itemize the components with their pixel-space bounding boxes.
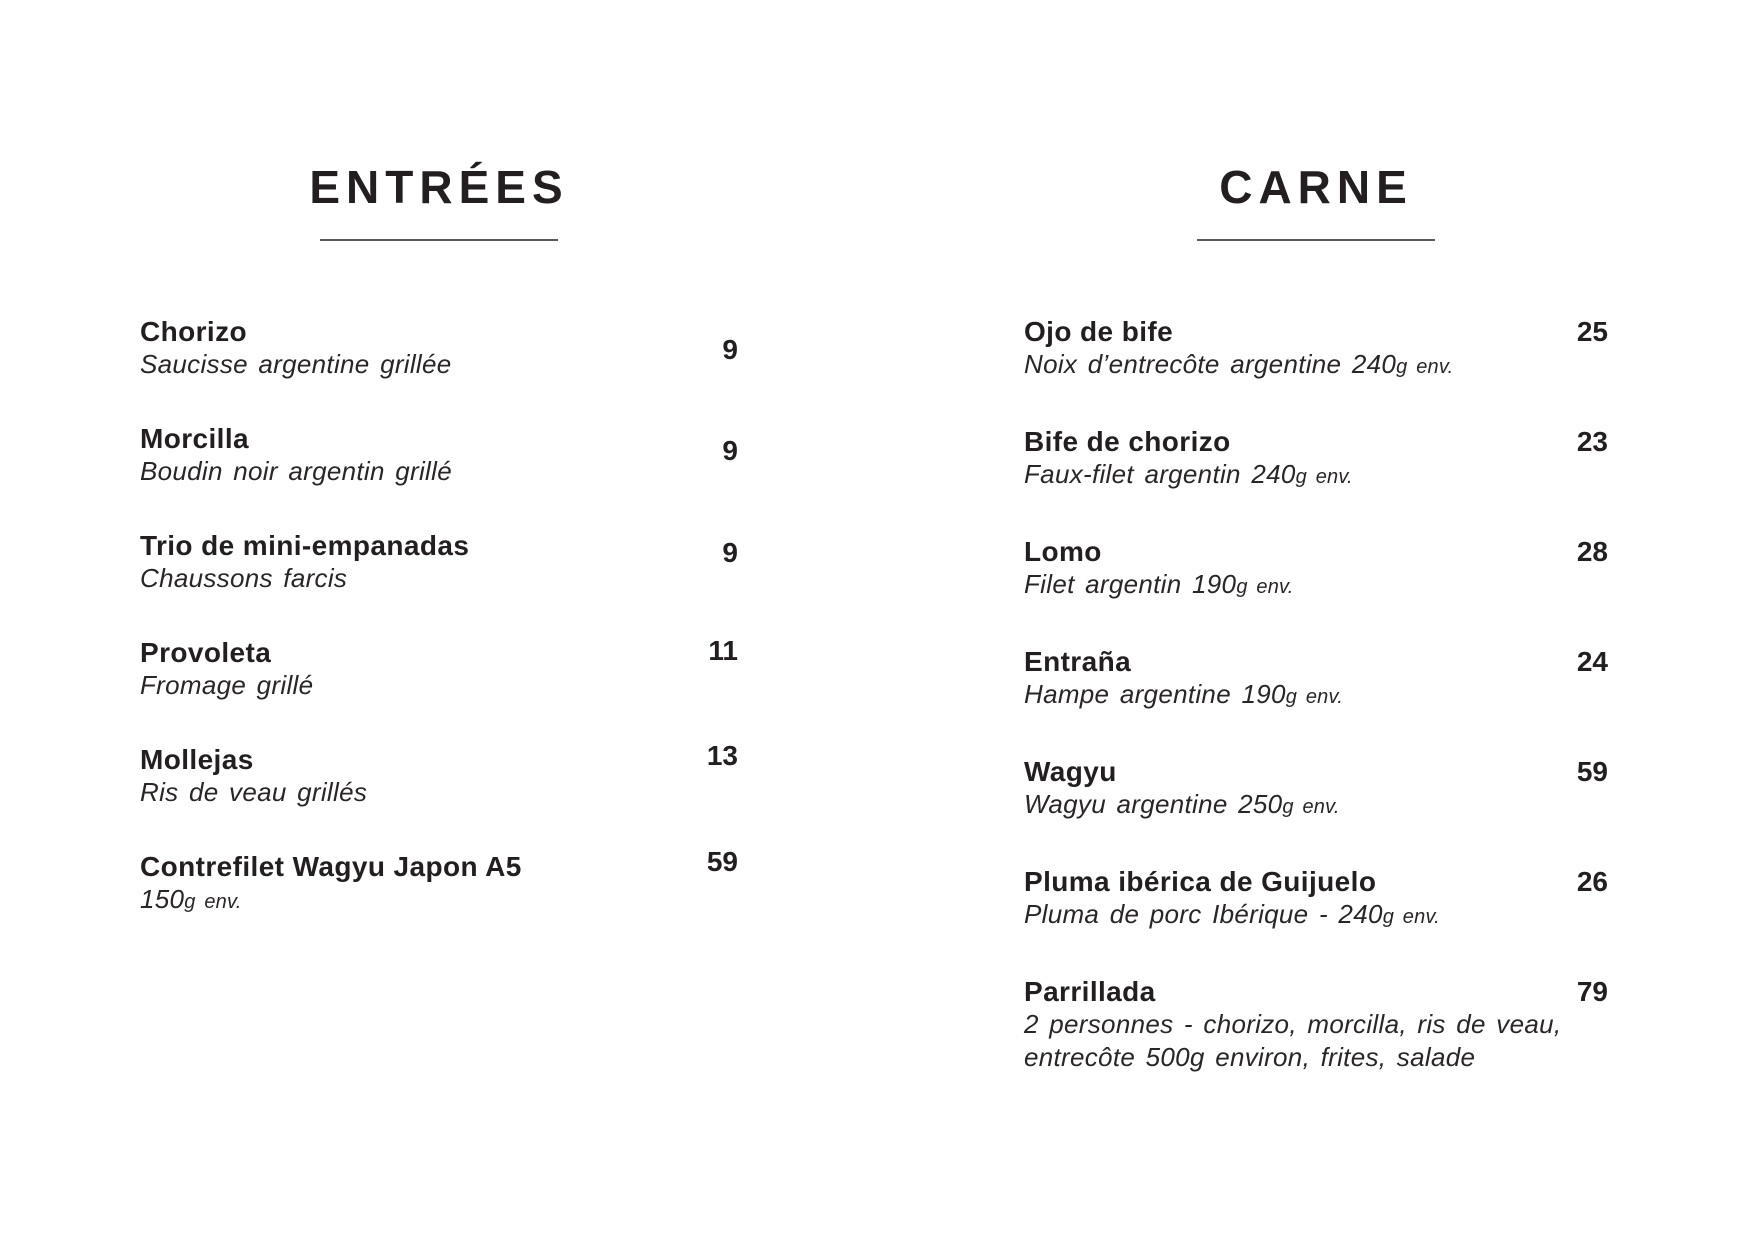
menu-item-text	[1024, 975, 1562, 1074]
item-description	[1024, 1041, 1553, 1074]
item-name: Contrefilet Wagyu Japon A5	[140, 851, 522, 882]
menu-item	[1024, 755, 1608, 824]
menu-item-text	[1024, 425, 1553, 494]
item-description-segment: Ris de veau grillés	[140, 777, 368, 807]
item-price: 9	[722, 334, 738, 365]
menu-item	[140, 846, 738, 919]
title-underline	[1197, 239, 1435, 241]
item-description	[1024, 678, 1553, 714]
item-description-segment: Boudin noir argentin grillé	[140, 456, 452, 486]
item-description	[1024, 458, 1553, 494]
item-description-segment: Noix d’entrecôte argentine 240	[1024, 349, 1397, 379]
item-description	[140, 669, 684, 702]
section-title-entrees: ENTRÉES	[309, 161, 569, 213]
item-name: Provoleta	[140, 637, 272, 668]
item-description	[140, 883, 683, 919]
menu-item-text	[140, 529, 698, 595]
item-price: 28	[1576, 536, 1608, 567]
item-name: Trio de mini-empanadas	[140, 530, 470, 561]
item-description-segment: Faux-filet argentin 240	[1024, 459, 1296, 489]
item-description	[1024, 788, 1553, 824]
item-name: Wagyu	[1024, 756, 1117, 787]
item-price: 79	[1576, 976, 1608, 1007]
item-description	[1024, 1008, 1562, 1041]
menu-item-text	[140, 315, 698, 381]
item-name: Bife de chorizo	[1024, 426, 1231, 457]
item-name: Ojo de bife	[1024, 316, 1174, 347]
item-description-segment: Fromage grillé	[140, 670, 314, 700]
menu-item	[140, 315, 738, 381]
menu-item	[1024, 425, 1608, 494]
item-price: 11	[708, 635, 738, 666]
item-price: 26	[1576, 866, 1608, 897]
menu-item-text	[1024, 755, 1553, 824]
item-name: Mollejas	[140, 744, 254, 775]
title-underline	[320, 239, 558, 241]
section-header-entrees	[140, 0, 738, 241]
menu-item	[1024, 865, 1608, 934]
menu-item	[1024, 535, 1608, 604]
menu-item-text	[140, 743, 683, 809]
item-description-small-suffix: g env.	[1285, 686, 1343, 708]
menu-item-text	[1024, 535, 1553, 604]
menu-item	[140, 422, 738, 488]
item-description-small-suffix: g env.	[184, 891, 242, 913]
item-name: Morcilla	[140, 423, 250, 454]
menu-item	[140, 636, 738, 702]
item-price: 13	[706, 740, 738, 771]
menu-item-text	[1024, 865, 1553, 934]
menu-item	[1024, 315, 1608, 384]
menu-item	[1024, 975, 1608, 1074]
section-title-carne: CARNE	[1219, 161, 1413, 213]
menu-item-text	[140, 636, 684, 702]
menu-item	[140, 740, 738, 809]
item-name: Entraña	[1024, 646, 1132, 677]
menu-items-carne	[1024, 315, 1608, 1074]
item-price: 9	[722, 537, 738, 568]
item-description-segment: Hampe argentine 190	[1024, 679, 1286, 709]
item-description-segment: Chaussons farcis	[140, 563, 348, 593]
menu-item-text	[1024, 645, 1553, 714]
menu-item	[140, 529, 738, 595]
item-description-segment: 2 personnes - chorizo, morcilla, ris de veau,	[1024, 1009, 1562, 1039]
item-price: 24	[1576, 646, 1608, 677]
item-name: Pluma ibérica de Guijuelo	[1024, 866, 1377, 897]
item-name: Lomo	[1024, 536, 1102, 567]
item-description	[140, 776, 683, 809]
item-description	[1024, 348, 1553, 384]
menu-items-entrees	[140, 315, 738, 919]
item-description-segment: Wagyu argentine 250	[1024, 789, 1283, 819]
item-price: 25	[1576, 316, 1608, 347]
menu-item-text	[140, 422, 698, 488]
item-description	[140, 562, 698, 595]
item-price: 23	[1576, 426, 1608, 457]
item-description-small-suffix: g env.	[1382, 906, 1440, 928]
item-price: 59	[1576, 756, 1608, 787]
item-description	[140, 348, 698, 381]
item-description	[1024, 568, 1553, 604]
menu-section-entrees	[140, 0, 738, 960]
item-description-segment: Filet argentin 190	[1024, 569, 1237, 599]
item-description-small-suffix: g env.	[1396, 356, 1454, 378]
item-description-segment: entrecôte 500g environ, frites, salade	[1024, 1042, 1476, 1072]
item-description-small-suffix: g env.	[1282, 796, 1340, 818]
item-description-small-suffix: g env.	[1236, 576, 1294, 598]
item-description	[140, 455, 698, 488]
item-description-small-suffix: g env.	[1295, 466, 1353, 488]
item-name: Chorizo	[140, 316, 248, 347]
item-price: 59	[706, 846, 738, 877]
section-header-carne	[1024, 0, 1608, 241]
item-description-segment: Pluma de porc Ibérique - 240	[1024, 899, 1383, 929]
item-description-segment: Saucisse argentine grillée	[140, 349, 452, 379]
menu-section-carne	[1024, 0, 1608, 1115]
item-price: 9	[722, 435, 738, 466]
menu-item-text	[1024, 315, 1553, 384]
item-description	[1024, 898, 1553, 934]
menu-item	[1024, 645, 1608, 714]
item-description-segment: 150	[140, 884, 185, 914]
item-name: Parrillada	[1024, 976, 1156, 1007]
menu-item-text	[140, 850, 683, 919]
